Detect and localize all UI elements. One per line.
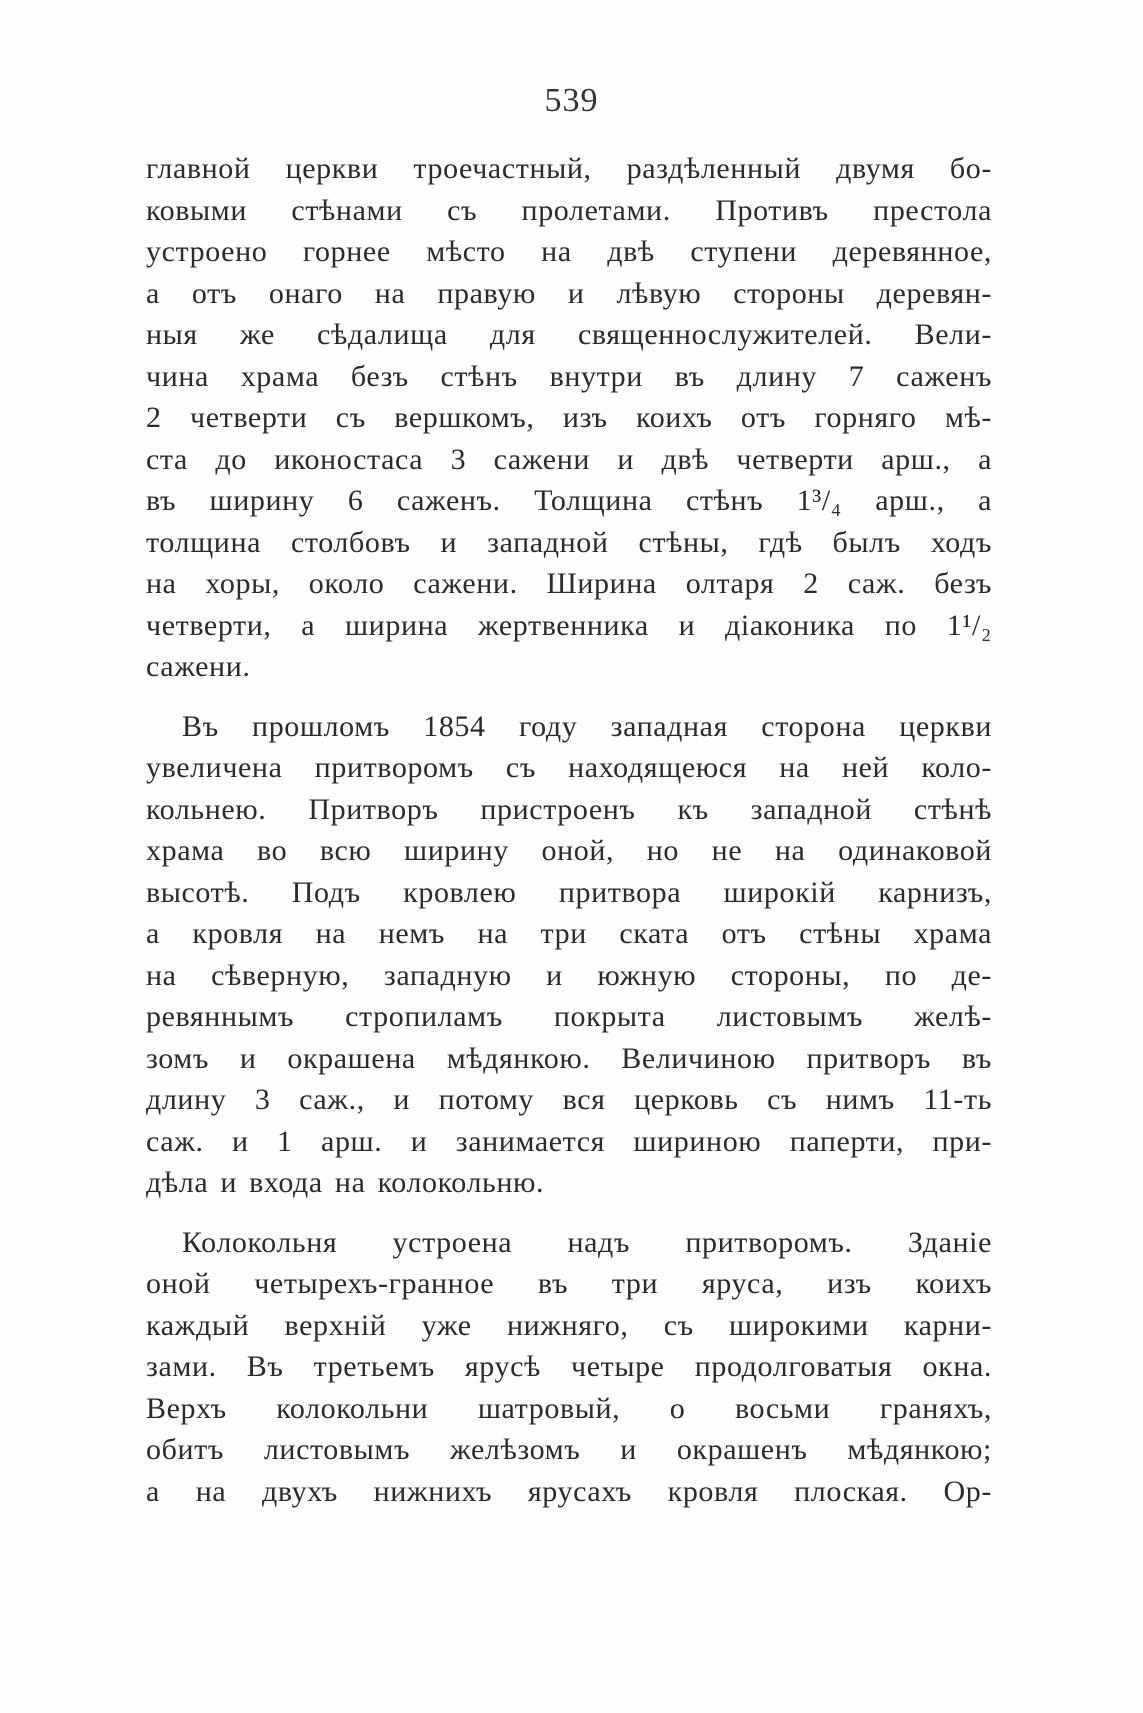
page-number: 539 [544, 82, 599, 119]
text-line: Въ прошломъ 1854 году западная сторона церкви [182, 709, 992, 743]
text-line: ковыми стѣнами съ пролетами. Противъ престола [146, 193, 992, 227]
text-line: каждый верхній уже нижняго, съ широкими карни- [146, 1308, 992, 1342]
paragraph-3 [146, 1222, 992, 1513]
text-line: а на двухъ нижнихъ ярусахъ кровля плоская. Ор- [146, 1474, 992, 1508]
text-line: увеличена притворомъ съ находящеюся на ней коло- [146, 751, 992, 784]
paragraph-1 [146, 148, 992, 688]
text-line: на хоры, около сажени. Ширина олтаря 2 саж. безъ [146, 567, 992, 600]
text-line: сажени. [146, 650, 251, 683]
text-line: ста до иконостаса 3 сажени и двѣ четверти арш., а [146, 442, 992, 476]
body-text [146, 148, 992, 1512]
text-line: а отъ онаго на правую и лѣвую стороны деревян- [146, 276, 992, 310]
text-line: зомъ и окрашена мѣдянкою. Величиною притворъ въ [146, 1041, 992, 1075]
text-line: а кровля на немъ на три ската отъ стѣны храма [146, 917, 992, 950]
paragraph-gap [146, 1204, 992, 1222]
text-line: Колокольня устроена надъ притворомъ. Зданіе [182, 1225, 992, 1259]
paragraph-2 [146, 706, 992, 1204]
text-line: ревяннымъ стропиламъ покрыта листовымъ желѣ- [146, 1000, 992, 1033]
text-line: высотѣ. Подъ кровлею притвора широкій карнизъ, [146, 875, 992, 909]
text-line: Верхъ колокольни шатровый, о восьми граняхъ, [146, 1391, 992, 1425]
text-line: обитъ листовымъ желѣзомъ и окрашенъ мѣдянкою; [146, 1433, 992, 1466]
text-line: длину 3 саж., и потому вся церковь съ нимъ 11-ть [146, 1083, 992, 1116]
text-line: чина храма безъ стѣнъ внутри въ длину 7 саженъ [146, 359, 992, 393]
text-line: на сѣверную, западную и южную стороны, по де- [146, 958, 992, 992]
text-line: оной четырехъ-гранное въ три яруса, изъ коихъ [146, 1267, 992, 1300]
text-line: дѣла и входа на колокольню. [146, 1166, 545, 1199]
text-line: зами. Въ третьемъ ярусѣ четыре продолговатыя окна. [146, 1350, 992, 1383]
text-line: кольнею. Притворъ пристроенъ къ западной стѣнѣ [146, 792, 992, 826]
text-line: главной церкви троечастный, раздѣленный двумя бо- [146, 152, 992, 185]
text-line: 2 четверти съ вершкомъ, изъ коихъ отъ горняго мѣ- [146, 401, 992, 434]
text-line: ныя же сѣдалища для священнослужителей. Вели- [146, 318, 992, 351]
text-line: храма во всю ширину оной, но не на одинаковой [146, 834, 992, 867]
text-line: саж. и 1 арш. и занимается шириною паперти, при- [146, 1124, 992, 1158]
text-line: въ ширину 6 саженъ. Толщина стѣнъ 1³/₄ арш., а [146, 484, 992, 517]
text-line: четверти, а ширина жертвенника и діаконика по 1¹/₂ [146, 608, 992, 642]
text-line: толщина столбовъ и западной стѣны, гдѣ былъ ходъ [146, 525, 992, 559]
paragraph-gap [146, 688, 992, 706]
text-line: устроено горнее мѣсто на двѣ ступени деревянное, [146, 235, 992, 268]
